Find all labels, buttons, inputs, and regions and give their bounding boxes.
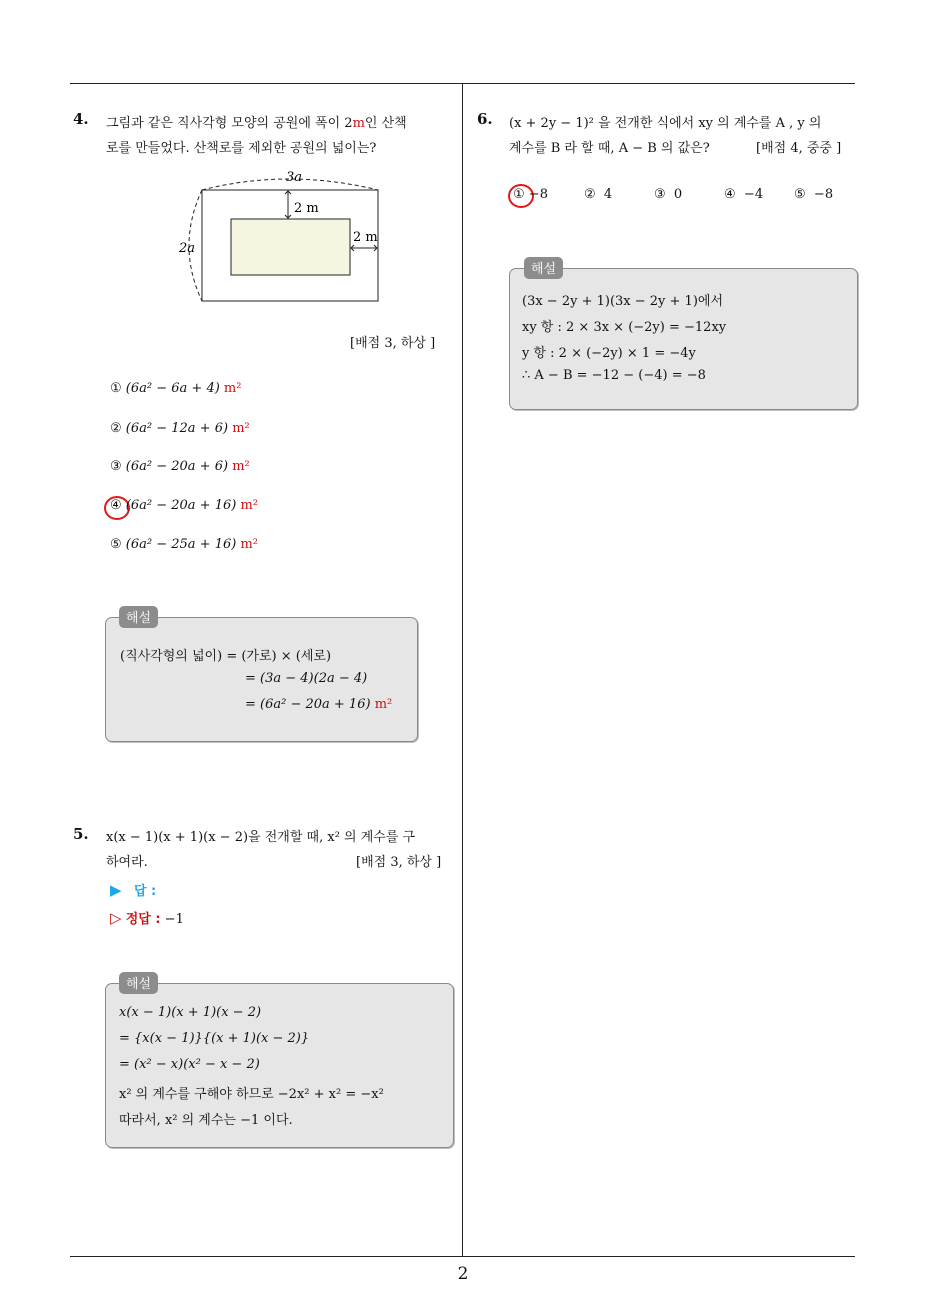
q4-option-2-expr: (6a² − 12a + 6) bbox=[125, 421, 229, 436]
q4-option-1-marker: ① bbox=[110, 381, 122, 396]
q4-option-1[interactable] bbox=[110, 381, 241, 396]
q6-option-2[interactable] bbox=[584, 187, 612, 202]
q4-option-3-expr: (6a² − 20a + 6) bbox=[125, 459, 229, 474]
q4-score: [배점 3, 하상 ] bbox=[350, 336, 436, 351]
q6-solution-line1: (3x − 2y + 1)(3x − 2y + 1)에서 bbox=[522, 294, 724, 309]
q6-option-4-marker: ④ bbox=[724, 187, 736, 202]
q5-score: [배점 3, 하상 ] bbox=[356, 855, 442, 870]
q6-score: [배점 4, 중중 ] bbox=[756, 141, 842, 156]
page-number: 2 bbox=[457, 1264, 469, 1284]
q4-option-2[interactable] bbox=[110, 421, 250, 436]
q4-option-5[interactable] bbox=[110, 537, 258, 552]
q4-option-1-unit: m² bbox=[223, 381, 242, 396]
q4-option-4[interactable] bbox=[110, 498, 258, 513]
q6-option-1-marker: ① bbox=[513, 187, 525, 202]
q6-option-3-marker: ③ bbox=[654, 187, 666, 202]
q5-text-line1: x(x − 1)(x + 1)(x − 2)을 전개할 때, x² 의 계수를 구 bbox=[106, 830, 416, 845]
q4-option-3-marker: ③ bbox=[110, 459, 122, 474]
q4-option-4-unit: m² bbox=[240, 498, 259, 513]
q5-number: 5. bbox=[73, 825, 89, 843]
q4-number: 4. bbox=[73, 110, 89, 128]
q6-option-5-value: −8 bbox=[813, 187, 834, 202]
q4-solution-line3 bbox=[245, 697, 392, 712]
q5-answer-row bbox=[110, 880, 156, 899]
q4-option-2-marker: ② bbox=[110, 421, 122, 436]
q6-solution-tag: 해설 bbox=[524, 257, 563, 279]
q5-correct-value: −1 bbox=[164, 912, 184, 927]
q6-option-3[interactable] bbox=[654, 187, 682, 202]
q5-solution-line1: x(x − 1)(x + 1)(x − 2) bbox=[119, 1005, 262, 1020]
bottom-rule bbox=[70, 1256, 855, 1257]
q4-solution-line3-expr: = (6a² − 20a + 16) bbox=[245, 697, 371, 712]
q6-text-line2: 계수를 B 라 할 때, A − B 의 값은? bbox=[509, 141, 710, 156]
q6-solution-line4: ∴ A − B = −12 − (−4) = −8 bbox=[522, 368, 706, 383]
q4-text-line2: 로를 만들었다. 산책로를 제외한 공원의 넓이는? bbox=[106, 141, 377, 156]
q4-option-4-marker: ④ bbox=[110, 498, 122, 513]
q4-solution-line2: = (3a − 4)(2a − 4) bbox=[245, 671, 368, 686]
q4-option-5-marker: ⑤ bbox=[110, 537, 122, 552]
q4-option-1-expr: (6a² − 6a + 4) bbox=[125, 381, 220, 396]
q6-option-2-value: 4 bbox=[603, 187, 613, 202]
q6-option-4-value: −4 bbox=[743, 187, 764, 202]
q5-correct-row bbox=[110, 908, 184, 927]
q5-solution-tag: 해설 bbox=[119, 972, 158, 994]
q4-option-2-unit: m² bbox=[232, 421, 250, 436]
q6-text-line1: (x + 2y − 1)² 을 전개한 식에서 xy 의 계수를 A , y 의 bbox=[509, 116, 822, 131]
q5-solution-line5: 따라서, x² 의 계수는 −1 이다. bbox=[119, 1113, 293, 1128]
q4-solution-tag: 해설 bbox=[119, 606, 158, 628]
q5-solution-line3: = (x² − x)(x² − x − 2) bbox=[119, 1057, 260, 1072]
q6-option-5[interactable] bbox=[794, 187, 833, 202]
q5-correct-label: 정답 : bbox=[125, 912, 161, 927]
q4-option-5-unit: m² bbox=[240, 537, 259, 552]
q6-option-1-value: −8 bbox=[528, 187, 548, 202]
q5-answer-label: 답 : bbox=[133, 884, 157, 899]
q6-number: 6. bbox=[477, 110, 493, 128]
label-2m-top: 2 m bbox=[294, 201, 319, 216]
q4-text-line1-a: 그림과 같은 직사각형 모양의 공원에 폭이 2 bbox=[106, 116, 353, 131]
q6-solution-line2: xy 항 : 2 × 3x × (−2y) = −12xy bbox=[522, 320, 727, 335]
q4-option-3-unit: m² bbox=[232, 459, 250, 474]
play-icon: ▶ bbox=[110, 881, 122, 899]
q6-option-3-value: 0 bbox=[673, 187, 683, 202]
q4-unit: m bbox=[352, 116, 365, 131]
q5-solution-line2: = {x(x − 1)}{(x + 1)(x − 2)} bbox=[119, 1031, 310, 1046]
q4-solution-line3-unit: m² bbox=[374, 697, 393, 712]
q4-text-line1-b: 인 산책 bbox=[364, 116, 407, 131]
q6-option-4[interactable] bbox=[724, 187, 763, 202]
q4-solution-line1: (직사각형의 넓이) = (가로) × (세로) bbox=[120, 649, 332, 664]
q5-text-line2: 하여라. bbox=[106, 855, 148, 870]
q4-option-4-expr: (6a² − 20a + 16) bbox=[125, 498, 237, 513]
park-inner-rect bbox=[231, 219, 350, 275]
q4-option-5-expr: (6a² − 25a + 16) bbox=[125, 537, 237, 552]
q4-option-3[interactable] bbox=[110, 459, 250, 474]
q4-park-figure bbox=[170, 166, 390, 311]
label-2m-right: 2 m bbox=[353, 230, 378, 245]
label-2a: 2a bbox=[179, 241, 196, 256]
q6-option-1[interactable] bbox=[513, 187, 548, 202]
q6-option-5-marker: ⑤ bbox=[794, 187, 806, 202]
q4-text-line1 bbox=[106, 112, 407, 131]
play-outline-icon: ▷ bbox=[110, 909, 122, 927]
q6-solution-line3: y 항 : 2 × (−2y) × 1 = −4y bbox=[522, 346, 696, 361]
q6-option-2-marker: ② bbox=[584, 187, 596, 202]
label-3a: 3a bbox=[286, 170, 303, 185]
column-divider bbox=[462, 83, 463, 1256]
q5-solution-line4: x² 의 계수를 구해야 하므로 −2x² + x² = −x² bbox=[119, 1087, 384, 1102]
